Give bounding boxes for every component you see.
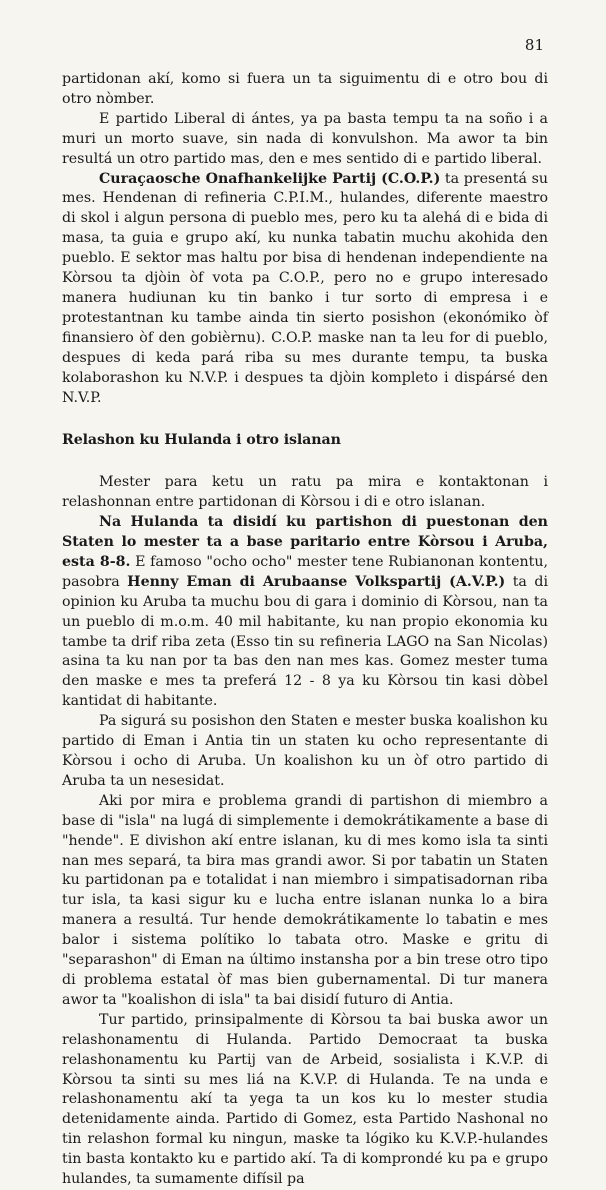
paragraph-island-division: Aki por mira e problema grandi di partishon di miembro a base di "isla" na lugá di simplemente i demokrátikamente a base di "hende". E divishon akí entre islanan, ku di mes komo isla ta sinti nan mes separá, ta bira mas grandi awor. Si por tabatin un Staten ku partidonan pa e totalidat i nan miembro i simpatisadornan riba tur isla, ta kasi sigur ku e lucha entre islanan nunka lo a bira manera a resultá. Tur hende demokrátikamente lo tabatin e mes balor i sistema polítiko lo tabata otro. Maske e gritu di "separashon" di Eman na último instansha por a bin trese otro tipo di problema estatal òf mas bien gubernamental. Di tur manera awor ta "koalishon di isla" ta bai disidí futuro di Antia.	[62, 792, 548, 1008]
paragraph-contacts: Mester para ketu un ratu pa mira e kontaktonan i relashonnan entre partidonan di Kòrsou i di e otro islanan.	[62, 474, 548, 511]
paragraph-cop	[62, 170, 548, 409]
avp-party-name: Henny Eman di Arubaanse Volkspartij (A.V.P.)	[127, 573, 506, 590]
paragraph-continuation: partidonan akí, komo si fuera un ta siguimentu di e otro bou di otro nòmber.	[62, 71, 548, 107]
section-heading: Relashon ku Hulanda i otro islanan	[62, 432, 341, 449]
paragraph-liberal-party: E partido Liberal di ántes, ya pa basta tempu ta na soño i a muri un morto suave, sin nada di konvulshon. Ma awor ta bin resultá un otro partido mas, den e mes sentido di e partido liberal.	[62, 110, 548, 167]
cop-party-name: Curaçaosche Onafhankelijke Partij (C.O.P.)	[99, 170, 441, 187]
ocho-ocho-text: E famoso "ocho ocho" mester tene Rubianonan kontentu, pasobra	[62, 553, 548, 590]
aruba-paragraph-text: ta di opinion ku Aruba ta muchu bou di gara i dominio di Kòrsou, nan ta un pueblo di m.o.m. 40 mil habitante, ku nan propio ekonomia ku tambe ta drif riba zeta (Esso tin su refineria LAGO na San Nicolas) asina ta ku nan por ta bas den nan mes kas. Gomez mester tuma den maske e mes ta preferá 12 - 8 ya ku Kòrsou tin kasi dòbel kantidat di habitante.	[62, 573, 548, 710]
paragraph-dutch-relations: Tur partido, prinsipalmente di Kòrsou ta bai buska awor un relashonamentu di Hulanda. Partido Democraat ta buska relashonamentu ku Partij van de Arbeid, sosialista i K.V.P. di Kòrsou ta sinti su mes liá na K.V.P. di Hulanda. Te na unda e relashonamentu akí ta yega ta un kos ku lo mester studia detenidamente ainda. Partido di Gomez, esta Partido Nashonal no tin relashon formal ku ningun, maske ta lógiko ku K.V.P.-hulandes tin basta kontakto ku e partido akí. Ta di komprondé ku pa e grupo hulandes, ta sumamente difísil pa	[62, 1011, 548, 1188]
paragraph-coalition: Pa sigurá su posishon den Staten e mester buska koalishon ku partido di Eman i Antia tin un staten ku ocho representante di Kòrsou i ocho di Aruba. Un koalishon ku un òf otro partido di Aruba ta un nesesidat.	[62, 713, 548, 789]
staten-decision-text: Na Hulanda ta disidí ku partishon di puestonan den Staten lo mester ta a base paritario entre Kòrsou i Aruba, esta 8-8.	[62, 514, 548, 570]
paragraph-staten-seats	[62, 513, 548, 712]
body-text	[62, 70, 548, 1190]
cop-paragraph-text: ta presentá su mes. Hendenan di refineria C.P.I.M., hulandes, diferente maestro di skol i algun persona di pueblo mes, pero ku ta alehá di e bida di masa, ta guia e grupo akí, ku nunka tabatin muchu akohida den pueblo. E sektor mas haltu por bisa di hendenan independiente na Kòrsou ta djòin òf vota pa C.O.P., pero no e grupo interesado manera hudiunan ku tin banko i tur sorto di empresa i e protestantnan ku tambe ainda tin sierto posishon (ekonómiko òf finansiero òf den gobièrnu). C.O.P. maske nan ta leu for di pueblo, despues di keda pará riba su mes durante tempu, ta buska kolaborashon ku N.V.P. i despues ta djòin kompleto i dispársé den N.V.P.	[62, 170, 548, 406]
page-number: 81	[524, 36, 544, 54]
